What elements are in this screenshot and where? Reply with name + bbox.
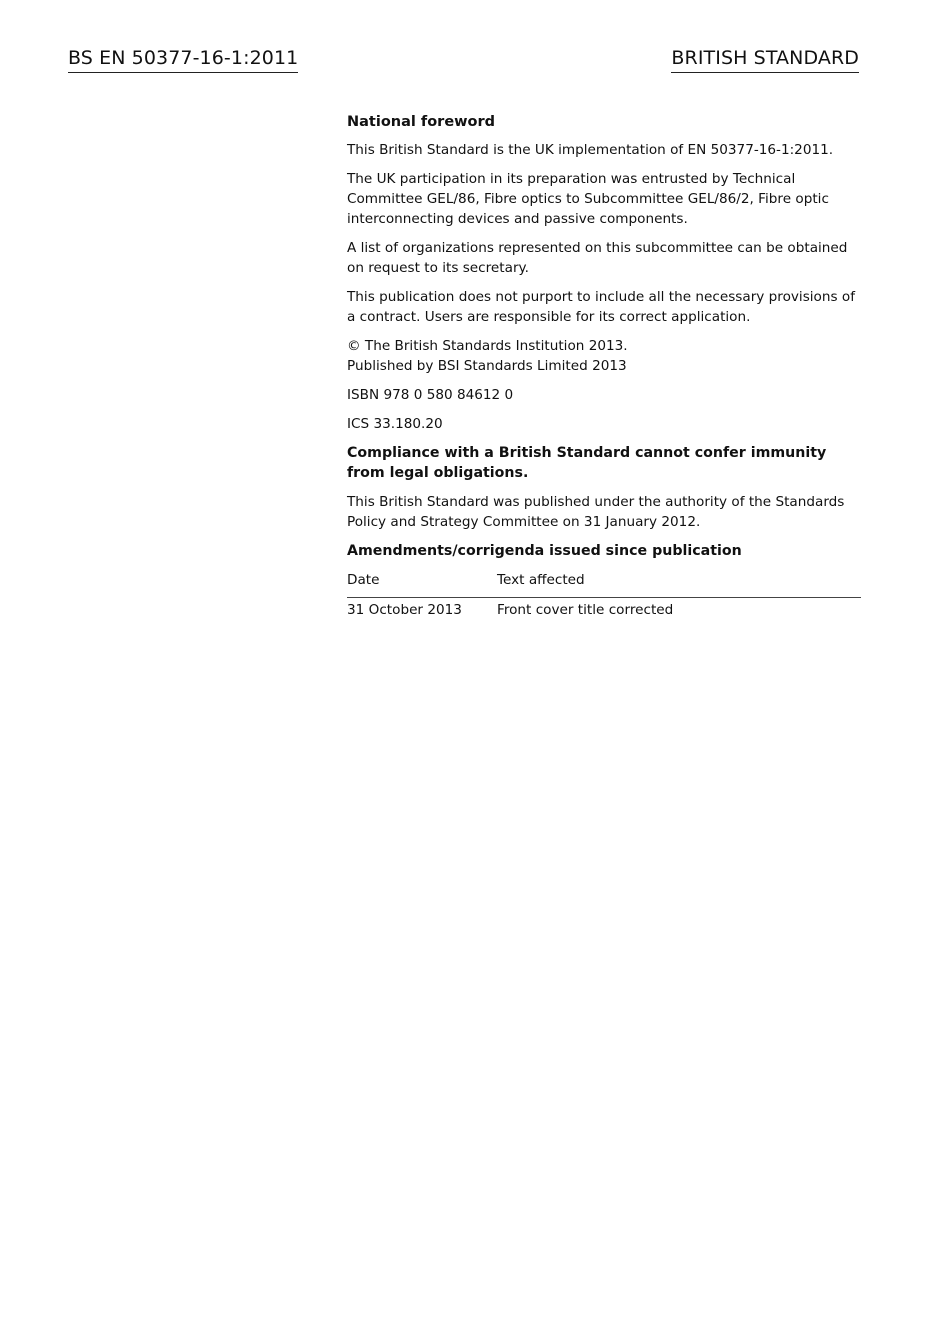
publisher-notice: Published by BSI Standards Limited 2013 [347, 358, 627, 374]
amendments-header-row [347, 570, 861, 598]
foreword-title: National foreword [347, 114, 496, 130]
foreword-paragraph-implementation: This British Standard is the UK implementation of EN 50377-16-1:2011. [347, 142, 834, 158]
authority-notice: This British Standard was published under the authority of the Standards Policy and Strategy Committee on 31 January 2012. [347, 494, 845, 530]
amendments-table [347, 570, 861, 620]
national-foreword-section [347, 112, 861, 620]
foreword-paragraph-participation: The UK participation in its preparation was entrusted by Technical Committee GEL/86, Fibre optics to Subcommittee GEL/86/2, Fibre optic interconnecting devices and passive components. [347, 171, 829, 227]
ics-code: ICS 33.180.20 [347, 416, 443, 432]
amendment-text: Front cover title corrected [497, 602, 674, 618]
document-number-header: BS EN 50377-16-1:2011 [68, 46, 298, 73]
copyright-notice: © The British Standards Institution 2013. [347, 338, 628, 354]
copyright-block [347, 336, 861, 376]
amendments-title: Amendments/corrigenda issued since publication [347, 543, 742, 559]
foreword-paragraph-organizations: A list of organizations represented on this subcommittee can be obtained on request to its secretary. [347, 240, 848, 276]
table-row [347, 598, 861, 621]
compliance-notice: Compliance with a British Standard cannot confer immunity from legal obligations. [347, 445, 827, 481]
column-header-date: Date [347, 570, 497, 598]
column-header-text-affected: Text affected [497, 570, 861, 598]
foreword-paragraph-provisions: This publication does not purport to include all the necessary provisions of a contract. Users are responsible for its correct application. [347, 289, 855, 325]
isbn: ISBN 978 0 580 84612 0 [347, 387, 514, 403]
standard-type-header: BRITISH STANDARD [671, 46, 859, 73]
amendment-date: 31 October 2013 [347, 602, 462, 618]
